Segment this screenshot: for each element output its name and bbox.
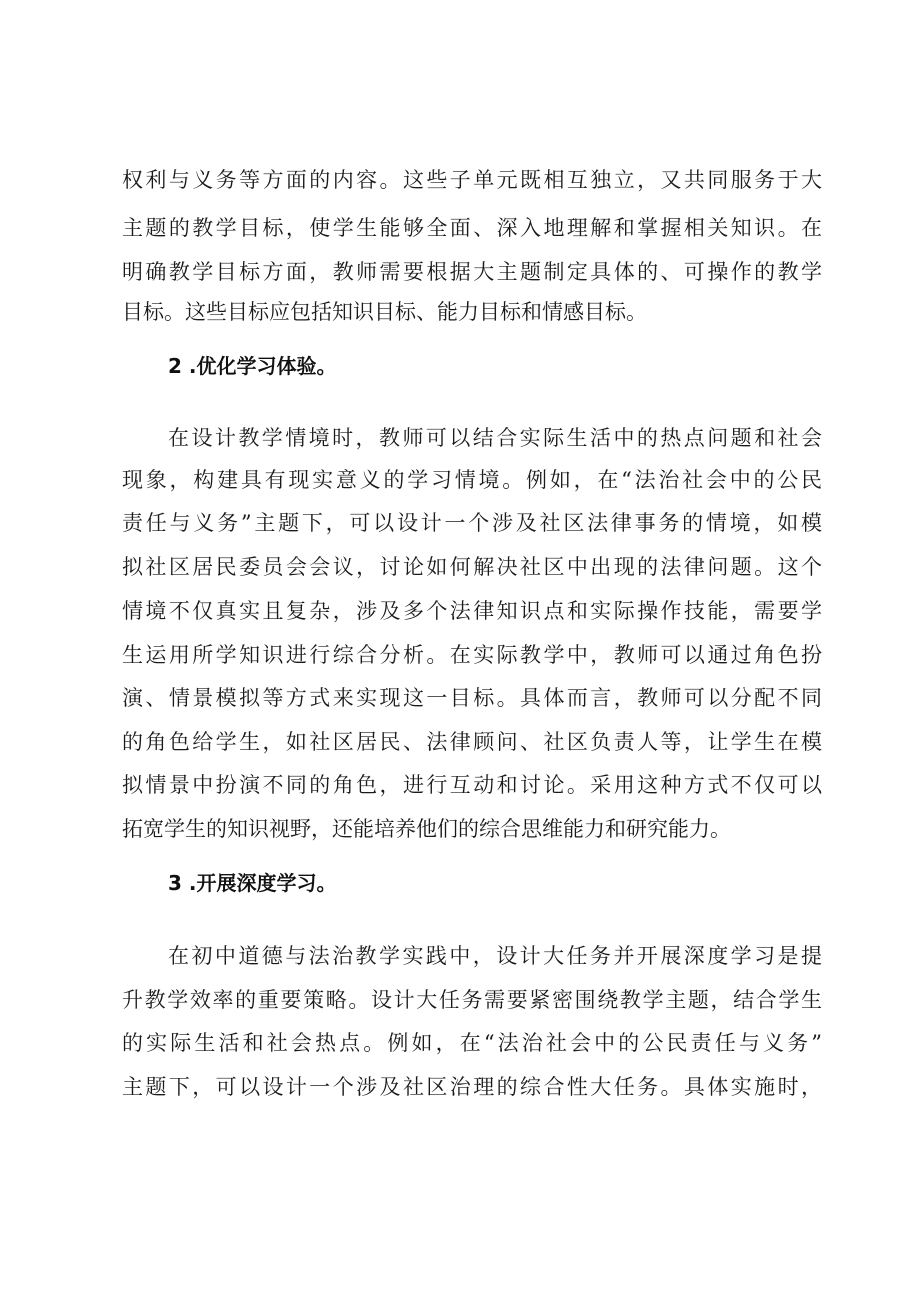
section-heading-2: 2 .优化学习体验。 bbox=[168, 354, 337, 378]
paragraph-1-line-2: 主题的教学目标，使学生能够全面、深入地理解和掌握相关知识。在 bbox=[122, 216, 822, 240]
paragraph-1-line-1: 权利与义务等方面的内容。这些子单元既相互独立，又共同服务于大 bbox=[122, 168, 822, 192]
paragraph-2-line-6: 生运用所学知识进行综合分析。在实际教学中，教师可以通过角色扮 bbox=[122, 643, 822, 667]
paragraph-1-line-4: 目标。这些目标应包括知识目标、能力目标和情感目标。 bbox=[122, 300, 647, 324]
paragraph-2-line-5: 情境不仅真实且复杂，涉及多个法律知识点和实际操作技能，需要学 bbox=[122, 599, 822, 623]
paragraph-2-line-2: 现象，构建具有现实意义的学习情境。例如，在“法治社会中的公民 bbox=[122, 468, 822, 492]
paragraph-1-line-3: 明确教学目标方面，教师需要根据大主题制定具体的、可操作的教学 bbox=[122, 260, 822, 284]
paragraph-2-line-10: 拓宽学生的知识视野，还能培养他们的综合思维能力和研究能力。 bbox=[122, 817, 731, 841]
paragraph-3-line-2: 升教学效率的重要策略。设计大任务需要紧密围绕教学主题，结合学生 bbox=[122, 988, 822, 1012]
paragraph-2-line-7: 演、情景模拟等方式来实现这一目标。具体而言，教师可以分配不同 bbox=[122, 686, 822, 710]
paragraph-3-line-4: 主题下，可以设计一个涉及社区治理的综合性大任务。具体实施时， bbox=[122, 1075, 822, 1099]
section-heading-3: 3 .开展深度学习。 bbox=[168, 871, 337, 895]
paragraph-3-line-1: 在初中道德与法治教学实践中，设计大任务并开展深度学习是提 bbox=[168, 944, 822, 968]
paragraph-2-line-9: 拟情景中扮演不同的角色，进行互动和讨论。采用这种方式不仅可以 bbox=[122, 773, 822, 797]
paragraph-3-line-3: 的实际生活和社会热点。例如，在“法治社会中的公民责任与义务” bbox=[122, 1031, 822, 1055]
paragraph-2-line-1: 在设计教学情境时，教师可以结合实际生活中的热点问题和社会 bbox=[168, 426, 822, 450]
paragraph-2-line-3: 责任与义务”主题下，可以设计一个涉及社区法律事务的情境，如模 bbox=[122, 511, 822, 535]
paragraph-2-line-4: 拟社区居民委员会会议，讨论如何解决社区中出现的法律问题。这个 bbox=[122, 555, 822, 579]
paragraph-2-line-8: 的角色给学生，如社区居民、法律顾问、社区负责人等，让学生在模 bbox=[122, 730, 822, 754]
